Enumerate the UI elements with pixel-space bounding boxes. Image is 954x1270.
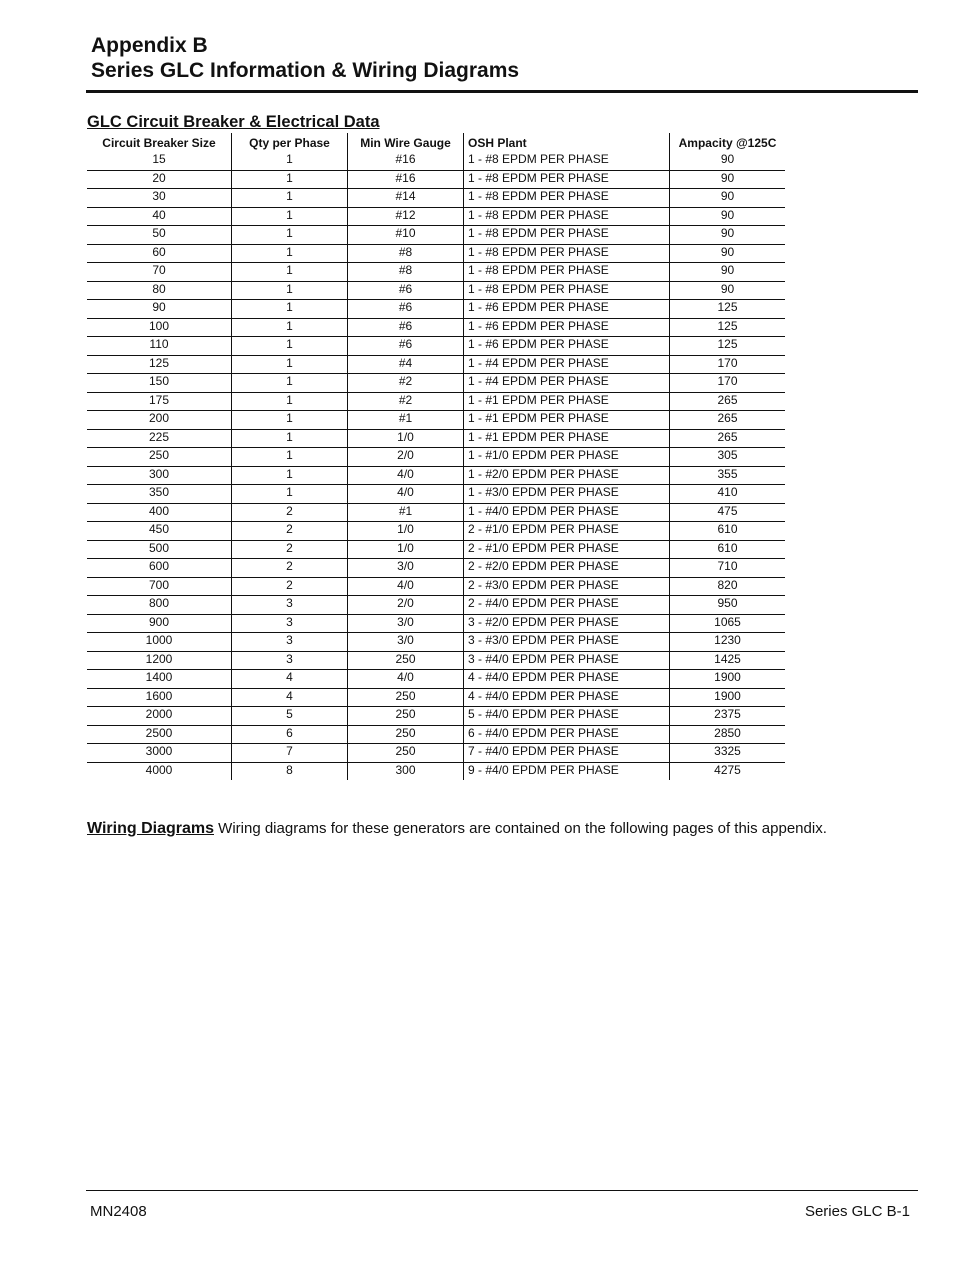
cell-osh-plant: 1 - #3/0 EPDM PER PHASE bbox=[464, 485, 670, 504]
cell-min-wire-gauge: #6 bbox=[348, 281, 464, 300]
cell-ampacity: 4275 bbox=[714, 762, 741, 777]
cell-min-wire-gauge: 250 bbox=[348, 744, 464, 763]
cell-min-wire-gauge: 3/0 bbox=[348, 559, 464, 578]
cell-osh-plant: 2 - #3/0 EPDM PER PHASE bbox=[464, 577, 670, 596]
cell-osh-plant: 4 - #4/0 EPDM PER PHASE bbox=[464, 688, 670, 707]
column-header-min-wire-gauge: Min Wire Gauge bbox=[348, 133, 464, 152]
cell-qty-per-phase: 1 bbox=[232, 355, 348, 374]
cell-breaker-size: 60 bbox=[87, 244, 232, 263]
cell-min-wire-gauge: 300 bbox=[348, 762, 464, 780]
cell-osh-plant: 1 - #6 EPDM PER PHASE bbox=[464, 300, 670, 319]
table-row bbox=[87, 374, 785, 393]
table-row bbox=[87, 670, 785, 689]
table-row bbox=[87, 189, 785, 208]
cell-osh-plant: 1 - #8 EPDM PER PHASE bbox=[464, 189, 670, 208]
cell-min-wire-gauge: #4 bbox=[348, 355, 464, 374]
cell-breaker-size: 800 bbox=[87, 596, 232, 615]
cell-breaker-size: 250 bbox=[87, 448, 232, 467]
cell-qty-per-phase: 1 bbox=[232, 152, 348, 170]
cell-qty-per-phase: 1 bbox=[232, 189, 348, 208]
table-row bbox=[87, 614, 785, 633]
header-title: Series GLC Information & Wiring Diagrams bbox=[91, 59, 520, 82]
cell-breaker-size: 300 bbox=[87, 466, 232, 485]
cell-min-wire-gauge: 250 bbox=[348, 651, 464, 670]
cell-breaker-size: 80 bbox=[87, 281, 232, 300]
table-row bbox=[87, 244, 785, 263]
table-row bbox=[87, 429, 785, 448]
cell-ampacity: 90 bbox=[670, 189, 786, 208]
table-row bbox=[87, 744, 785, 763]
cell-osh-plant: 7 - #4/0 EPDM PER PHASE bbox=[464, 744, 670, 763]
cell-breaker-size: 2500 bbox=[87, 725, 232, 744]
cell-qty-per-phase: 3 bbox=[232, 651, 348, 670]
cell-qty-per-phase: 2 bbox=[232, 559, 348, 578]
cell-min-wire-gauge: #6 bbox=[348, 318, 464, 337]
cell-osh-plant: 2 - #4/0 EPDM PER PHASE bbox=[464, 596, 670, 615]
cell-osh-plant: 1 - #1 EPDM PER PHASE bbox=[464, 411, 670, 430]
cell-breaker-size: 2000 bbox=[87, 707, 232, 726]
wiring-diagrams-text: Wiring diagrams for these generators are contained on the following pages of this appendix. bbox=[214, 820, 827, 837]
cell-qty-per-phase: 4 bbox=[232, 670, 348, 689]
cell-qty-per-phase: 1 bbox=[232, 244, 348, 263]
cell-qty-per-phase: 3 bbox=[232, 633, 348, 652]
cell-qty-per-phase: 1 bbox=[232, 170, 348, 189]
cell-ampacity: 125 bbox=[670, 300, 786, 319]
table-row bbox=[87, 170, 785, 189]
cell-osh-plant: 1 - #8 EPDM PER PHASE bbox=[464, 152, 670, 170]
table-row bbox=[87, 466, 785, 485]
table-row bbox=[87, 226, 785, 245]
cell-osh-plant: 3 - #2/0 EPDM PER PHASE bbox=[464, 614, 670, 633]
cell-qty-per-phase: 1 bbox=[232, 466, 348, 485]
cell-breaker-size: 110 bbox=[87, 337, 232, 356]
electrical-data-table bbox=[87, 133, 785, 780]
cell-ampacity: 265 bbox=[670, 411, 786, 430]
cell-min-wire-gauge: 2/0 bbox=[348, 448, 464, 467]
cell-osh-plant: 1 - #4/0 EPDM PER PHASE bbox=[464, 503, 670, 522]
footer-doc-number: MN2408 bbox=[90, 1203, 147, 1220]
cell-min-wire-gauge: #12 bbox=[348, 207, 464, 226]
cell-ampacity: 1900 bbox=[670, 670, 786, 689]
cell-osh-plant: 1 - #8 EPDM PER PHASE bbox=[464, 170, 670, 189]
cell-osh-plant: 2 - #1/0 EPDM PER PHASE bbox=[464, 540, 670, 559]
cell-min-wire-gauge: 1/0 bbox=[348, 522, 464, 541]
cell-breaker-size: 15 bbox=[87, 152, 232, 170]
cell-qty-per-phase: 7 bbox=[232, 744, 348, 763]
cell-min-wire-gauge: 250 bbox=[348, 707, 464, 726]
cell-min-wire-gauge: #2 bbox=[348, 392, 464, 411]
cell-ampacity: 1900 bbox=[670, 688, 786, 707]
cell-qty-per-phase: 2 bbox=[232, 522, 348, 541]
cell-osh-plant: 1 - #6 EPDM PER PHASE bbox=[464, 337, 670, 356]
table-row bbox=[87, 633, 785, 652]
cell-ampacity: 265 bbox=[670, 392, 786, 411]
cell-breaker-size: 400 bbox=[87, 503, 232, 522]
cell-breaker-size: 40 bbox=[87, 207, 232, 226]
cell-qty-per-phase: 5 bbox=[232, 707, 348, 726]
cell-osh-plant: 1 - #4 EPDM PER PHASE bbox=[464, 355, 670, 374]
cell-breaker-size: 1200 bbox=[87, 651, 232, 670]
cell-ampacity: 1425 bbox=[670, 651, 786, 670]
cell-min-wire-gauge: 4/0 bbox=[348, 466, 464, 485]
table-row bbox=[87, 281, 785, 300]
footer-divider bbox=[86, 1190, 918, 1191]
cell-ampacity: 410 bbox=[670, 485, 786, 504]
cell-qty-per-phase: 2 bbox=[232, 577, 348, 596]
cell-min-wire-gauge: #2 bbox=[348, 374, 464, 393]
cell-min-wire-gauge: 3/0 bbox=[348, 633, 464, 652]
table-body bbox=[87, 152, 785, 780]
cell-qty-per-phase: 2 bbox=[232, 540, 348, 559]
cell-osh-plant: 1 - #8 EPDM PER PHASE bbox=[464, 226, 670, 245]
table-row bbox=[87, 152, 785, 170]
cell-min-wire-gauge: #6 bbox=[348, 337, 464, 356]
cell-osh-plant: 1 - #4 EPDM PER PHASE bbox=[464, 374, 670, 393]
footer-page-number: Series GLC B-1 bbox=[804, 1203, 910, 1220]
cell-qty-per-phase: 1 bbox=[232, 300, 348, 319]
cell-breaker-size: 70 bbox=[87, 263, 232, 282]
cell-osh-plant: 3 - #3/0 EPDM PER PHASE bbox=[464, 633, 670, 652]
cell-osh-plant: 1 - #1 EPDM PER PHASE bbox=[464, 429, 670, 448]
table-row bbox=[87, 651, 785, 670]
table-header-row bbox=[87, 133, 785, 152]
cell-min-wire-gauge: 250 bbox=[348, 688, 464, 707]
cell-breaker-size: 700 bbox=[87, 577, 232, 596]
cell-breaker-size: 125 bbox=[87, 355, 232, 374]
cell-min-wire-gauge: #14 bbox=[348, 189, 464, 208]
cell-breaker-size: 600 bbox=[87, 559, 232, 578]
cell-ampacity: 2850 bbox=[670, 725, 786, 744]
table-row bbox=[87, 411, 785, 430]
cell-breaker-size: 500 bbox=[87, 540, 232, 559]
cell-min-wire-gauge: 4/0 bbox=[348, 485, 464, 504]
header-divider bbox=[86, 90, 918, 93]
cell-min-wire-gauge: 1/0 bbox=[348, 429, 464, 448]
cell-ampacity: 2375 bbox=[670, 707, 786, 726]
cell-ampacity: 820 bbox=[670, 577, 786, 596]
cell-osh-plant: 1 - #8 EPDM PER PHASE bbox=[464, 281, 670, 300]
cell-osh-plant: 3 - #4/0 EPDM PER PHASE bbox=[464, 651, 670, 670]
cell-ampacity: 125 bbox=[670, 318, 786, 337]
cell-ampacity: 950 bbox=[670, 596, 786, 615]
cell-min-wire-gauge: #16 bbox=[348, 170, 464, 189]
cell-min-wire-gauge: 2/0 bbox=[348, 596, 464, 615]
column-header-ampacity: Ampacity @125C bbox=[678, 135, 777, 150]
cell-breaker-size: 175 bbox=[87, 392, 232, 411]
cell-min-wire-gauge: #16 bbox=[348, 152, 464, 170]
header-appendix-label: Appendix B bbox=[91, 34, 208, 57]
cell-qty-per-phase: 2 bbox=[232, 503, 348, 522]
cell-qty-per-phase: 1 bbox=[232, 318, 348, 337]
section-title: GLC Circuit Breaker & Electrical Data bbox=[87, 113, 380, 131]
cell-ampacity: 265 bbox=[670, 429, 786, 448]
cell-breaker-size: 150 bbox=[87, 374, 232, 393]
cell-breaker-size: 100 bbox=[87, 318, 232, 337]
cell-osh-plant: 5 - #4/0 EPDM PER PHASE bbox=[464, 707, 670, 726]
cell-ampacity: 90 bbox=[670, 152, 786, 170]
cell-ampacity: 125 bbox=[670, 337, 786, 356]
cell-min-wire-gauge: 3/0 bbox=[348, 614, 464, 633]
cell-min-wire-gauge: #1 bbox=[348, 503, 464, 522]
table-row bbox=[87, 207, 785, 226]
wiring-diagrams-note bbox=[87, 820, 827, 838]
cell-qty-per-phase: 6 bbox=[232, 725, 348, 744]
page-header bbox=[91, 33, 519, 83]
table-row bbox=[87, 688, 785, 707]
wiring-diagrams-title: Wiring Diagrams bbox=[87, 820, 214, 837]
cell-qty-per-phase: 1 bbox=[232, 448, 348, 467]
cell-qty-per-phase: 1 bbox=[232, 281, 348, 300]
cell-qty-per-phase: 1 bbox=[232, 207, 348, 226]
cell-ampacity: 1065 bbox=[670, 614, 786, 633]
table-row bbox=[87, 762, 785, 780]
cell-breaker-size: 225 bbox=[87, 429, 232, 448]
cell-osh-plant: 1 - #1/0 EPDM PER PHASE bbox=[464, 448, 670, 467]
cell-min-wire-gauge: 4/0 bbox=[348, 577, 464, 596]
cell-breaker-size: 450 bbox=[87, 522, 232, 541]
cell-osh-plant: 9 - #4/0 EPDM PER PHASE bbox=[464, 762, 670, 780]
cell-osh-plant: 2 - #2/0 EPDM PER PHASE bbox=[464, 559, 670, 578]
cell-osh-plant: 1 - #8 EPDM PER PHASE bbox=[464, 244, 670, 263]
cell-qty-per-phase: 3 bbox=[232, 596, 348, 615]
cell-qty-per-phase: 1 bbox=[232, 374, 348, 393]
cell-osh-plant: 2 - #1/0 EPDM PER PHASE bbox=[464, 522, 670, 541]
column-header-osh-plant: OSH Plant bbox=[464, 133, 670, 152]
cell-qty-per-phase: 1 bbox=[232, 392, 348, 411]
table-row bbox=[87, 559, 785, 578]
cell-ampacity: 610 bbox=[670, 540, 786, 559]
cell-breaker-size: 350 bbox=[87, 485, 232, 504]
cell-min-wire-gauge: #8 bbox=[348, 244, 464, 263]
cell-osh-plant: 1 - #2/0 EPDM PER PHASE bbox=[464, 466, 670, 485]
table-row bbox=[87, 485, 785, 504]
cell-breaker-size: 1600 bbox=[87, 688, 232, 707]
cell-ampacity: 305 bbox=[670, 448, 786, 467]
table-row bbox=[87, 596, 785, 615]
cell-osh-plant: 6 - #4/0 EPDM PER PHASE bbox=[464, 725, 670, 744]
cell-ampacity: 170 bbox=[670, 374, 786, 393]
cell-breaker-size: 1000 bbox=[87, 633, 232, 652]
cell-min-wire-gauge: #1 bbox=[348, 411, 464, 430]
table-row bbox=[87, 577, 785, 596]
cell-qty-per-phase: 1 bbox=[232, 485, 348, 504]
table-row bbox=[87, 337, 785, 356]
cell-ampacity: 1230 bbox=[670, 633, 786, 652]
cell-min-wire-gauge: 4/0 bbox=[348, 670, 464, 689]
cell-osh-plant: 4 - #4/0 EPDM PER PHASE bbox=[464, 670, 670, 689]
cell-breaker-size: 4000 bbox=[87, 762, 232, 780]
cell-min-wire-gauge: #10 bbox=[348, 226, 464, 245]
cell-ampacity: 170 bbox=[670, 355, 786, 374]
cell-qty-per-phase: 1 bbox=[232, 429, 348, 448]
cell-breaker-size: 1400 bbox=[87, 670, 232, 689]
cell-ampacity: 90 bbox=[670, 226, 786, 245]
cell-qty-per-phase: 4 bbox=[232, 688, 348, 707]
cell-ampacity: 610 bbox=[670, 522, 786, 541]
cell-qty-per-phase: 1 bbox=[232, 226, 348, 245]
cell-ampacity: 475 bbox=[670, 503, 786, 522]
cell-breaker-size: 90 bbox=[87, 300, 232, 319]
cell-ampacity: 90 bbox=[670, 207, 786, 226]
table-row bbox=[87, 540, 785, 559]
table-row bbox=[87, 392, 785, 411]
table-row bbox=[87, 725, 785, 744]
column-header-qty-per-phase: Qty per Phase bbox=[232, 133, 348, 152]
cell-ampacity: 90 bbox=[670, 263, 786, 282]
table-row bbox=[87, 318, 785, 337]
table-row bbox=[87, 448, 785, 467]
table-row bbox=[87, 300, 785, 319]
cell-qty-per-phase: 1 bbox=[232, 337, 348, 356]
cell-ampacity: 90 bbox=[670, 281, 786, 300]
cell-qty-per-phase: 1 bbox=[232, 411, 348, 430]
cell-breaker-size: 200 bbox=[87, 411, 232, 430]
cell-ampacity: 710 bbox=[670, 559, 786, 578]
cell-ampacity: 90 bbox=[670, 170, 786, 189]
cell-min-wire-gauge: 250 bbox=[348, 725, 464, 744]
column-header-breaker-size: Circuit Breaker Size bbox=[87, 133, 232, 152]
cell-ampacity: 90 bbox=[670, 244, 786, 263]
cell-osh-plant: 1 - #8 EPDM PER PHASE bbox=[464, 207, 670, 226]
cell-breaker-size: 900 bbox=[87, 614, 232, 633]
cell-breaker-size: 30 bbox=[87, 189, 232, 208]
cell-qty-per-phase: 1 bbox=[232, 263, 348, 282]
cell-breaker-size: 3000 bbox=[87, 744, 232, 763]
cell-min-wire-gauge: 1/0 bbox=[348, 540, 464, 559]
table-row bbox=[87, 503, 785, 522]
cell-osh-plant: 1 - #6 EPDM PER PHASE bbox=[464, 318, 670, 337]
cell-min-wire-gauge: #6 bbox=[348, 300, 464, 319]
cell-min-wire-gauge: #8 bbox=[348, 263, 464, 282]
table-row bbox=[87, 355, 785, 374]
cell-breaker-size: 50 bbox=[87, 226, 232, 245]
cell-ampacity: 355 bbox=[670, 466, 786, 485]
cell-osh-plant: 1 - #1 EPDM PER PHASE bbox=[464, 392, 670, 411]
cell-ampacity: 3325 bbox=[670, 744, 786, 763]
table-row bbox=[87, 707, 785, 726]
cell-breaker-size: 20 bbox=[87, 170, 232, 189]
table-row bbox=[87, 522, 785, 541]
cell-qty-per-phase: 8 bbox=[232, 762, 348, 780]
cell-osh-plant: 1 - #8 EPDM PER PHASE bbox=[464, 263, 670, 282]
cell-qty-per-phase: 3 bbox=[232, 614, 348, 633]
table-row bbox=[87, 263, 785, 282]
